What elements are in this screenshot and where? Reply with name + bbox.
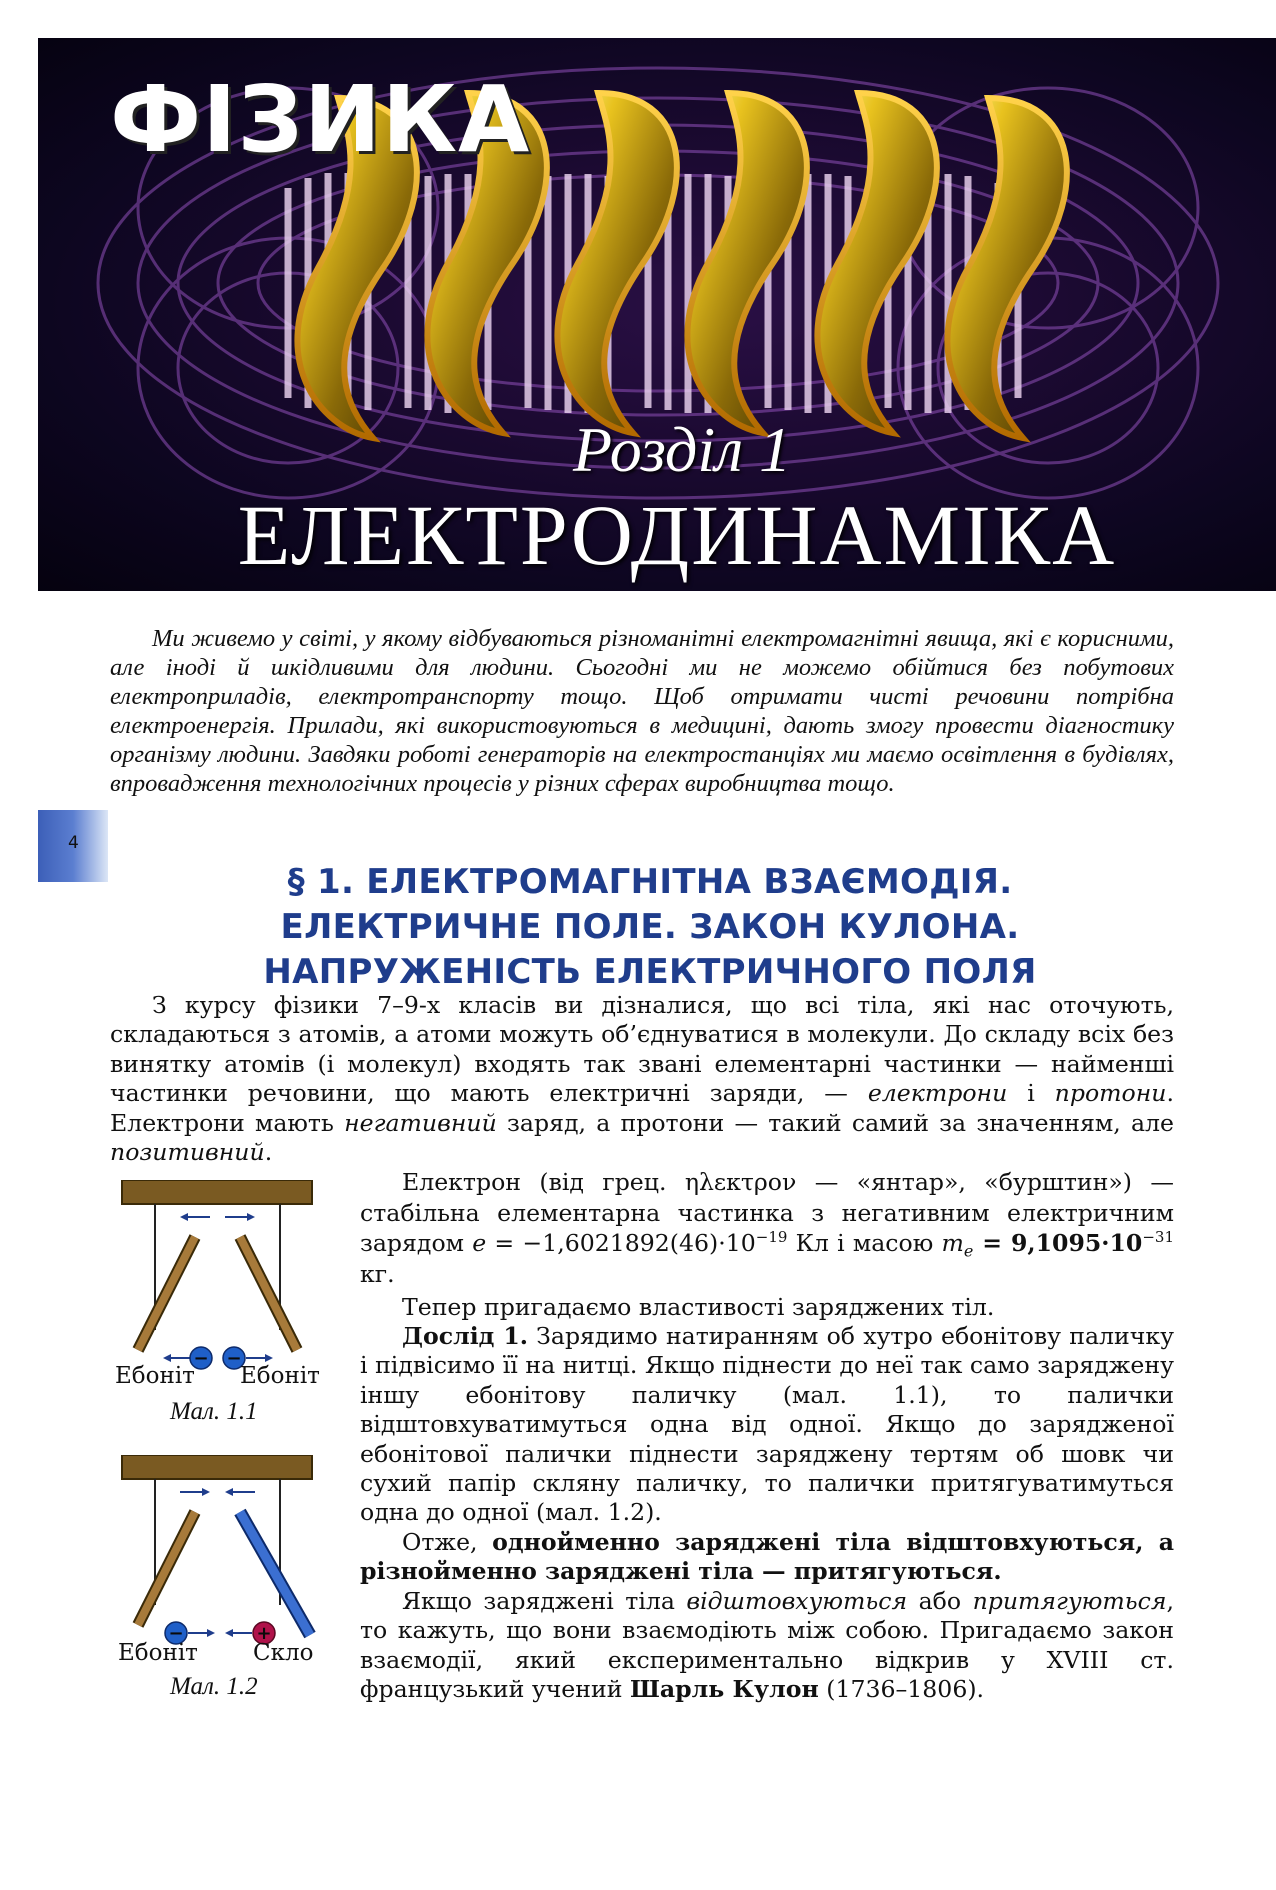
page-number: 4: [68, 833, 79, 853]
term-electrons: електрони: [867, 1079, 1008, 1108]
text-run: Якщо заряджені тіла: [402, 1587, 687, 1615]
text-run: З курсу фізики 7–9-х класів ви дізналися, що всі тіла, які нас оточують, складаються з атомів, а атоми можуть об’єднуватися в молекули. До складу всіх без винятку атомів (і молекул) входять так звані елементарні частинки — найменші частинки речовини, що мають електричні заряди, —: [110, 991, 1174, 1108]
charge-exponent: −19: [755, 1228, 788, 1247]
fig2-caption: Мал. 1.2: [170, 1673, 258, 1700]
charge-sign: −: [168, 1623, 184, 1644]
chapter-number: Розділ 1: [572, 414, 792, 485]
chapter-title: ЕЛЕКТРОДИНАМІКА: [237, 487, 1117, 583]
figure-1-1: [110, 1180, 330, 1384]
text-run: Отже,: [402, 1528, 493, 1556]
paragraph-experiment-1: [360, 1322, 1174, 1528]
term-attract: притягуються: [972, 1587, 1167, 1615]
section-title-line: НАПРУЖЕНІСТЬ ЕЛЕКТРИЧНОГО ПОЛЯ: [263, 952, 1037, 992]
charge-sign: +: [256, 1623, 272, 1644]
paragraph-conclusion: [360, 1528, 1174, 1587]
chapter-banner: [38, 38, 1276, 591]
conclusion-bold: однойменно заряджені тіла відштовхуються, а різнойменно заряджені тіла — притягуються.: [360, 1528, 1175, 1586]
ebonite-rod-left-fill: [138, 1237, 195, 1350]
force-arrow-head: [207, 1629, 215, 1637]
suspension-bar: [122, 1180, 312, 1204]
term-protons: протони: [1054, 1079, 1167, 1108]
electron-charge-value: = −1,6021892(46)·10: [486, 1229, 756, 1257]
text-run: Кл і масою: [787, 1229, 942, 1257]
force-arrow-head: [163, 1354, 171, 1362]
section-title: [180, 860, 1120, 995]
force-arrow-head: [225, 1629, 233, 1637]
term-positive: позитивний: [110, 1138, 265, 1167]
symbol-m-subscript: e: [963, 1241, 974, 1261]
text-run: , то кажуть, що вони взаємодіють між собою. Пригадаємо закон взаємодії, який експериментально відкрив у XVIII ст. французький учений: [360, 1587, 1174, 1704]
text-run: і: [1007, 1079, 1055, 1108]
subject-title: ФІЗИКА: [110, 66, 531, 173]
fig2-left-label: Ебоніт: [118, 1640, 198, 1666]
electron-mass-value: = 9,1095·10: [973, 1229, 1143, 1257]
text-run: або: [907, 1587, 973, 1615]
section-title-line: § 1. ЕЛЕКТРОМАГНІТНА ВЗАЄМОДІЯ.: [287, 862, 1013, 902]
term-negative: негативний: [344, 1108, 497, 1137]
text-run: Зарядимо натиранням об хутро ебонітову паличку і підвісимо її на нитці. Якщо піднести до неї так само заряджену іншу ебонітову паличку (мал. 1.1), то палички відштовхуватимуться одна від одної. Якщо до зарядженої ебонітової палички піднести заряджену тертям об шовк чи сухий папір скляну паличку, то палички притягуватимуться одна до одної (мал. 1.2).: [360, 1322, 1174, 1527]
ebonite-rod-fill: [138, 1512, 195, 1625]
arrow-right-head: [247, 1213, 255, 1221]
arrow-right-head: [202, 1488, 210, 1496]
paragraph-intro-particles: [110, 991, 1174, 1167]
arrow-left-head: [225, 1488, 233, 1496]
glass-rod-fill: [240, 1512, 310, 1635]
fig1-caption: Мал. 1.1: [170, 1398, 258, 1425]
symbol-e: e: [472, 1229, 487, 1257]
text-run: кг.: [360, 1259, 395, 1288]
text-run: заряд, а протони — такий самий за значенням, але: [496, 1108, 1175, 1137]
figure-1-1-drawing: [110, 1180, 330, 1380]
figure-1-2-drawing: [110, 1455, 330, 1655]
fig1-left-label: Ебоніт: [115, 1363, 195, 1389]
text-run: (1736–1806).: [818, 1675, 985, 1704]
paragraph-electron-definition: [360, 1167, 1174, 1289]
charge-sign: −: [226, 1348, 242, 1369]
term-repel: відштовхуються: [686, 1587, 908, 1615]
force-arrow-head: [265, 1354, 273, 1362]
chapter-intro: Ми живемо у світі, у якому відбуваються різноманітні електромагнітні явища, які є корисними, але іноді й шкідливими для людини. Сьогодні ми не можемо обійтися без побутових електроприладів, електротранспорту тощо. Щоб отримати чисті речовини потрібна електроенергія. Прилади, які використовуються в медицині, дають змогу провести діагностику організму людини. Завдяки роботі генераторів на електростанціях ми маємо освітлення в будівлях, впровадження технологічних процесів у різних сферах виробництва тощо.: [110, 625, 1174, 797]
scientist-name: Шарль Кулон: [629, 1675, 819, 1704]
text-run: .: [264, 1138, 273, 1167]
mass-exponent: −31: [1142, 1228, 1174, 1247]
fig2-right-label: Скло: [253, 1640, 314, 1666]
figure-1-2: [110, 1455, 330, 1659]
charge-sign: −: [193, 1348, 209, 1369]
suspension-bar: [122, 1455, 312, 1479]
text-run: . Електрони мають: [110, 1079, 1174, 1137]
symbol-m: m: [941, 1229, 964, 1257]
ebonite-rod-right-fill: [240, 1237, 297, 1350]
text-run: Електрон (від грец. ηλεκτρον — «янтар», «бурштин») — стабільна елементарна частинка з негативним електричним зарядом: [360, 1168, 1174, 1257]
arrow-left-head: [180, 1213, 188, 1221]
paragraph-coulomb-intro: [360, 1587, 1174, 1705]
paragraph-recall: Тепер пригадаємо властивості заряджених тіл.: [402, 1293, 995, 1321]
section-title-line: ЕЛЕКТРИЧНЕ ПОЛЕ. ЗАКОН КУЛОНА.: [280, 907, 1020, 947]
experiment-label: Дослід 1.: [402, 1322, 528, 1350]
fig1-right-label: Ебоніт: [240, 1363, 320, 1389]
